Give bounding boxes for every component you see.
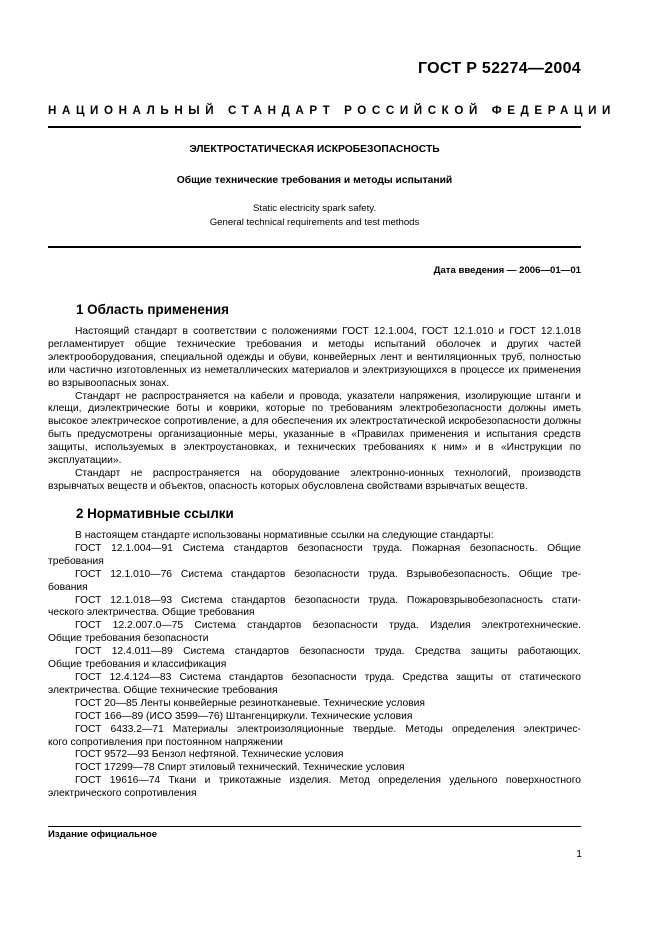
normative-references-list (48, 530, 581, 801)
reference-line: ГОСТ 12.2.007.0—75 Система стандартов безопасности труда. Изделия электротехнические. (75, 620, 581, 632)
reference-line: ГОСТ 166—89 (ИСО 3599—76) Штангенциркули. Технические условия (75, 710, 413, 722)
english-title-line-1: Static electricity spark safety. (253, 203, 376, 214)
top-rule (48, 126, 581, 128)
reference-line: В настоящем стандарте использованы нормативные ссылки на следующие стандарты: (75, 530, 494, 541)
document-subtitle: Общие технические требования и методы испытаний (176, 175, 453, 186)
section-1-body (48, 326, 581, 494)
document-number: ГОСТ Р 52274—2004 (418, 60, 581, 77)
reference-line: бования (48, 581, 88, 593)
reference-line: электрического сопротивления (48, 788, 197, 800)
reference-line: ГОСТ 17299—78 Спирт этиловый технический. Технические условия (75, 762, 405, 774)
reference-line: требования (48, 555, 104, 567)
footer-rule (48, 826, 581, 827)
reference-line: электричества. Общие технические требования (48, 684, 278, 696)
reference-line: Общие требования безопасности (48, 633, 209, 645)
reference-line: ГОСТ 19616—74 Ткани и трикотажные изделия. Метод определения удельного поверхностного (75, 775, 581, 787)
reference-line: ГОСТ 9572—93 Бензол нефтяной. Технические условия (75, 749, 344, 761)
reference-line: ГОСТ 12.1.004—91 Система стандартов безопасности труда. Пожарная безопасность. Общие (75, 542, 581, 554)
section-1-paragraph: Стандарт не распространяется на кабели и провода, указатели напряжения, изолирующие штанги и клещи, диэлектрические боты и коврики, которые по требованиям электробезопасности должны иметь высокое электрическое сопротивление, а для обеспечения их электростатической искробезопасности должны быть предусмотрены организационные меры, указанные в «Правилах применения и испытания средств защиты, используемых в электроустановках, и технических требованиях к ним» и в «Инструкции по эксплуатации». (48, 390, 581, 467)
section-2-heading: 2 Нормативные ссылки (76, 506, 234, 521)
section-1-paragraph: Настоящий стандарт в соответствии с положениями ГОСТ 12.1.004, ГОСТ 12.1.010 и ГОСТ 12.1.018 регламентирует общие технические требования и методы испытаний оболочек и других частей электрооборудования, специальной одежды и обуви, конвейерных лент и вентиляционных труб, полностью или частично изготовленных из неметаллических материалов и электризующихся в процессе их применения во взрывоопасных зонах. (48, 326, 581, 389)
reference-line: ческого электричества. Общие требования (48, 607, 255, 619)
title-rule (48, 246, 581, 248)
reference-line: ГОСТ 12.4.011—89 Система стандартов безопасности труда. Средства защиты работающих. (75, 646, 581, 658)
reference-line: ГОСТ 12.1.010—76 Система стандартов безопасности труда. Взрывобезопасность. Общие тре- (75, 568, 581, 580)
section-1-paragraph: Стандарт не распространяется на оборудование электронно-ионных технологий, производств взрывчатых веществ и объектов, опасность которых обусловлена свойствами взрывчатых веществ. (48, 467, 581, 492)
page-number: 1 (576, 849, 582, 860)
document-title: ЭЛЕКТРОСТАТИЧЕСКАЯ ИСКРОБЕЗОПАСНОСТЬ (189, 144, 440, 155)
reference-line: Общие требования и классификация (48, 659, 227, 671)
english-title-line-2: General technical requirements and test methods (209, 217, 420, 228)
reference-line: ГОСТ 20—85 Ленты конвейерные резинотканевые. Технические условия (75, 697, 425, 709)
reference-line: ГОСТ 6433.2—71 Материалы электроизоляционные твердые. Методы определения электричес- (75, 723, 581, 735)
reference-line: ГОСТ 12.4.124—83 Система стандартов безопасности труда. Средства защиты от статического (75, 671, 581, 683)
section-1-heading: 1 Область применения (76, 302, 229, 317)
reference-line: кого сопротивления при постоянном напряжении (48, 736, 283, 748)
national-standard-banner: НАЦИОНАЛЬНЫЙ СТАНДАРТ РОССИЙСКОЙ ФЕДЕРАЦИИ (48, 104, 616, 117)
official-edition-label: Издание официальное (48, 829, 158, 840)
introduction-date: Дата введения — 2006—01—01 (433, 265, 581, 276)
reference-line: ГОСТ 12.1.018—93 Система стандартов безопасности труда. Пожаровзрывобезопасность стати- (75, 594, 581, 606)
